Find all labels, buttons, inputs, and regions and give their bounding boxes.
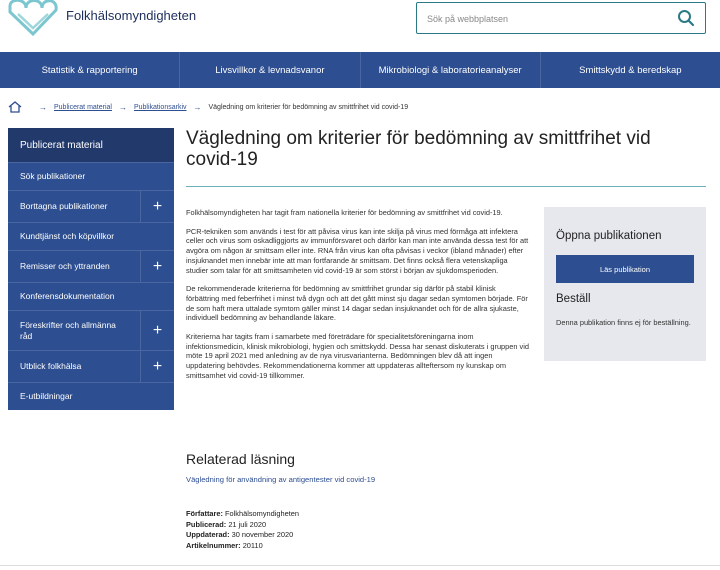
nav-item-statistik[interactable]: Statistik & rapportering [41,64,138,76]
nav-item-mikrobiologi[interactable]: Mikrobiologi & laboratorieanalyser [360,52,540,88]
home-icon[interactable] [8,101,22,113]
meta-row [186,530,299,541]
related-heading: Relaterad läsning [186,451,295,467]
meta-row [186,520,299,531]
sidebar-item-label: Konferensdokumentation [20,291,115,302]
page-title: Vägledning om kriterier för bedömning av smittfrihet vid covid-19 [186,128,651,170]
sidebar-item-label: Föreskrifter och allmänna råd [20,319,116,341]
title-divider [186,186,706,187]
read-publication-button[interactable]: Läs publikation [556,255,694,283]
arrow-right-icon: → [118,102,127,112]
arrow-right-icon: → [39,102,47,112]
sidebar-item-label: Sök publikationer [20,171,86,182]
publication-box [544,207,706,361]
sidebar-item-foreskrifter[interactable] [8,310,174,350]
sidebar-item-label: Utblick folkhälsa [20,361,82,372]
sidebar-item-eutbildningar[interactable] [8,382,174,410]
search-icon[interactable] [677,9,695,27]
search-box [416,2,706,34]
breadcrumb-link-arkiv[interactable]: Publikationsarkiv [133,103,187,111]
sidebar [8,128,174,410]
meta-row [186,541,299,552]
logo-icon[interactable] [4,0,58,40]
order-heading: Beställ [556,293,591,305]
arrow-right-icon: → [193,102,202,112]
divider [0,565,720,566]
sidebar-item-label: Kundtjänst och köpvillkor [20,231,115,242]
breadcrumb-link-publicerat[interactable]: Publicerat material [54,103,112,111]
meta-row [186,509,299,520]
paragraph: De rekommenderade kriterierna för bedömning av smittfrihet grundar sig därför på stabil klinisk förbättring med feberfrihet i minst två dygn och att det gått minst sju dagar sedan symtomen började. För de som haft mera uttalade symtom gäller minst 14 dagar sedan insjuknandet och för de allra sjukaste, individuell bedömning av behandlande läkare. [186,284,528,323]
paragraph: Kriterierna har tagits fram i samarbete med företrädare för specialitetsföreningarna inom infektionsmedicin, klinisk mikrobiologi, hygien och smittskydd. Dessa har senast diskuterats i gruppen vid möte 19 april 2021 med anledning av de nya virusvarianterna. Bedömningen blev då att ingen uppdatering behövdes. Rekommendationerna kommer att uppdateras allteftersom ny kunskap om smittsamhet vid covid-19 tillkommer. [186,332,530,380]
main-nav [0,52,720,88]
sidebar-item-kundtjanst[interactable] [8,222,174,250]
publication-meta [186,509,299,551]
expand-plus-icon[interactable]: + [140,191,174,222]
meta-label: Författare: [186,509,223,518]
sidebar-item-remisser[interactable] [8,250,174,282]
sidebar-item-label: Remisser och yttranden [20,261,110,272]
sidebar-item-label: E-utbildningar [20,391,73,402]
sidebar-item-sok[interactable] [8,162,174,190]
paragraph: PCR-tekniken som används i test för att påvisa virus kan inte skilja på virus med förmåga att infektera celler och virus som oskadliggjorts av immunförsvaret och därför kan man inte använda dessa test för att avgöra om någon är smittsam eller inte. RNA från virus kan ofta påvisas i veckor (ibland månader) efter insjuknandet men innebär inte att man fortfarande är smittsam. Det finns också flera vetenskapliga studier som talar för att smittsamheten vid covid-19 är som störst i början av sjukdomsperioden. [186,226,529,275]
meta-value: 20110 [242,540,263,550]
expand-plus-icon[interactable]: + [140,311,174,350]
open-publication-heading: Öppna publikationen [556,230,662,242]
site-header [0,0,720,52]
sidebar-item-label: Borttagna publikationer [20,201,108,212]
breadcrumb [8,100,408,114]
related-link-antigentester[interactable]: Vägledning för användning av antigentester vid covid-19 [186,475,376,484]
nav-item-livsvillkor[interactable]: Livsvillkor & levnadsvanor [179,52,359,88]
meta-label: Artikelnummer: [186,540,241,550]
article-body [186,208,530,390]
order-text: Denna publikation finns ej för beställning. [556,318,691,327]
meta-value: 21 juli 2020 [228,519,267,529]
search-input[interactable] [427,10,667,28]
meta-value: 30 november 2020 [231,530,294,539]
logo-text[interactable]: Folkhälsomyndigheten [66,8,197,23]
sidebar-heading[interactable]: Publicerat material [8,128,174,162]
meta-label: Publicerad: [186,519,227,529]
meta-value: Folkhälsomyndigheten [225,509,299,518]
breadcrumb-current: Vägledning om kriterier för bedömning av smittfrihet vid covid-19 [208,103,409,111]
sidebar-item-utblick[interactable] [8,350,174,382]
meta-label: Uppdaterad: [186,530,230,539]
expand-plus-icon[interactable]: + [140,251,174,282]
sidebar-item-konferens[interactable] [8,282,174,310]
sidebar-item-borttagna[interactable] [8,190,174,222]
nav-item-smittskydd[interactable]: Smittskydd & beredskap [540,52,720,88]
expand-plus-icon[interactable]: + [140,351,174,382]
paragraph: Folkhälsomyndigheten har tagit fram nationella kriterier för bedömning av smittfrihet vid covid-19. [186,208,503,217]
